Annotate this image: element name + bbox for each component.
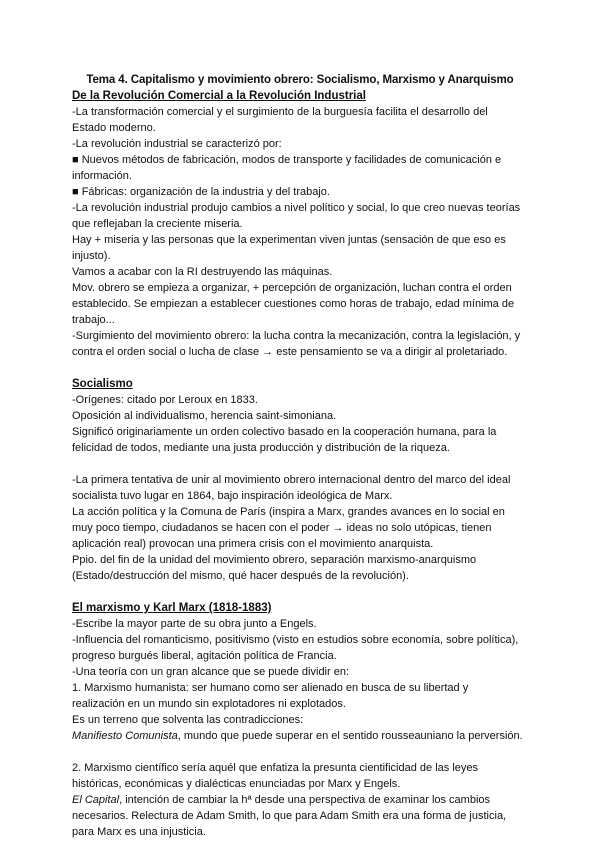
text-line: para Marx es una injusticia. [72,826,206,838]
text-line: 1. Marxismo humanista: ser humano como ser alienado en busca de su libertad y [72,682,469,694]
text-line: -Orígenes: citado por Leroux en 1833. [72,394,258,406]
text-line: necesarios. Relectura de Adam Smith, lo que para Adam Smith era una forma de justicia, [72,810,507,822]
text-line: trabajo... [72,314,115,326]
section-body-marxismo [72,616,528,840]
text-line: -La primera tentativa de unir al movimiento obrero internacional dentro del marco del ideal [72,474,511,486]
text-line: Estado moderno. [72,122,156,134]
text-line: (Estado/destrucción del mismo, qué hacer después de la revolución). [72,570,409,582]
capital-line [72,792,528,808]
manifesto-title: Manifiesto Comunista [72,730,178,742]
manifesto-line [72,728,528,744]
text-line: Es un terreno que solventa las contradicciones: [72,714,304,726]
text-line: establecido. Se empiezan a establecer cuestiones como horas de trabajo, edad mínima de [72,298,515,310]
text-line: aplicación real) provocan una primera crisis con el movimiento anarquista. [72,538,434,550]
text-line: -La revolución industrial se caracterizó por: [72,138,282,150]
text-line: -La transformación comercial y el surgimiento de la burguesía facilita el desarrollo del [72,106,488,118]
text-line: información. [72,170,132,182]
bullet-line: ■ Fábricas: organización de la industria y del trabajo. [72,186,330,198]
text-line: Significó originariamente un orden colectivo basado en la cooperación humana, para la [72,426,497,438]
text-line: Vamos a acabar con la RI destruyendo las máquinas. [72,266,333,278]
section-heading-revolucion: De la Revolución Comercial a la Revolución Industrial [72,90,366,102]
text-line: contra el orden social o lucha de clase → este pensamiento se va a dirigir al proletariado. [72,346,508,358]
section-body-socialismo [72,392,528,584]
capital-title: El Capital [72,794,120,806]
text-line: progreso burgués liberal, agitación política de Francia. [72,650,337,662]
text-line: felicidad de todos, mediante una justa producción y distribución de la riqueza. [72,442,450,454]
spacer [72,456,528,472]
text-line: 2. Marxismo científico sería aquél que enfatiza la presunta cientificidad de las leyes [72,762,478,774]
text-line: Ppio. del fin de la unidad del movimiento obrero, separación marxismo-anarquismo [72,554,477,566]
text-line: Hay + miseria y las personas que la experimentan viven juntas (sensación de que eso es [72,234,506,246]
text-line: -La revolución industrial produjo cambios a nivel político y social, lo que creo nuevas teorías [72,202,521,214]
text-line: -Una teoría con un gran alcance que se puede dividir en: [72,666,350,678]
document-title: Tema 4. Capitalismo y movimiento obrero: Socialismo, Marxismo y Anarquismo [86,74,514,86]
spacer [72,360,528,376]
text-line: Mov. obrero se empieza a organizar, + percepción de organización, luchan contra el orden [72,282,512,294]
text-line: que reflejaban la creciente miseria. [72,218,243,230]
text-line: realización en un mundo sin explotadores ni explotados. [72,698,346,710]
section-heading-socialismo: Socialismo [72,378,133,390]
bullet-line: ■ Nuevos métodos de fabricación, modos de transporte y facilidades de comunicación e [72,154,502,166]
text-line: socialista tuvo lugar en 1864, bajo inspiración ideológica de Marx. [72,490,393,502]
spacer [72,584,528,600]
section-body-revolucion [72,104,528,360]
text-line: -Surgimiento del movimiento obrero: la lucha contra la mecanización, contra la legislación, y [72,330,521,342]
text-line: históricas, económicas y dialécticas enunciadas por Marx y Engels. [72,778,401,790]
text-line: -Escribe la mayor parte de su obra junto a Engels. [72,618,317,630]
spacer [72,744,528,760]
text-line: La acción política y la Comuna de París (inspira a Marx, grandes avances en lo social en [72,506,505,518]
text-line: -Influencia del romanticismo, positivismo (visto en estudios sobre economía, sobre política), [72,634,519,646]
capital-text: , intención de cambiar la hª desde una perspectiva de examinar los cambios [119,794,491,806]
manifesto-text: , mundo que puede superar en el sentido rousseauniano la perversión. [177,730,523,742]
section-heading-marxismo: El marxismo y Karl Marx (1818-1883) [72,602,272,614]
text-line: Oposición al individualismo, herencia saint-simoniana. [72,410,337,422]
text-line: muy poco tiempo, ciudadanos se hacen con el poder → ideas no solo utópicas, tienen [72,522,492,534]
text-line: injusto). [72,250,111,262]
